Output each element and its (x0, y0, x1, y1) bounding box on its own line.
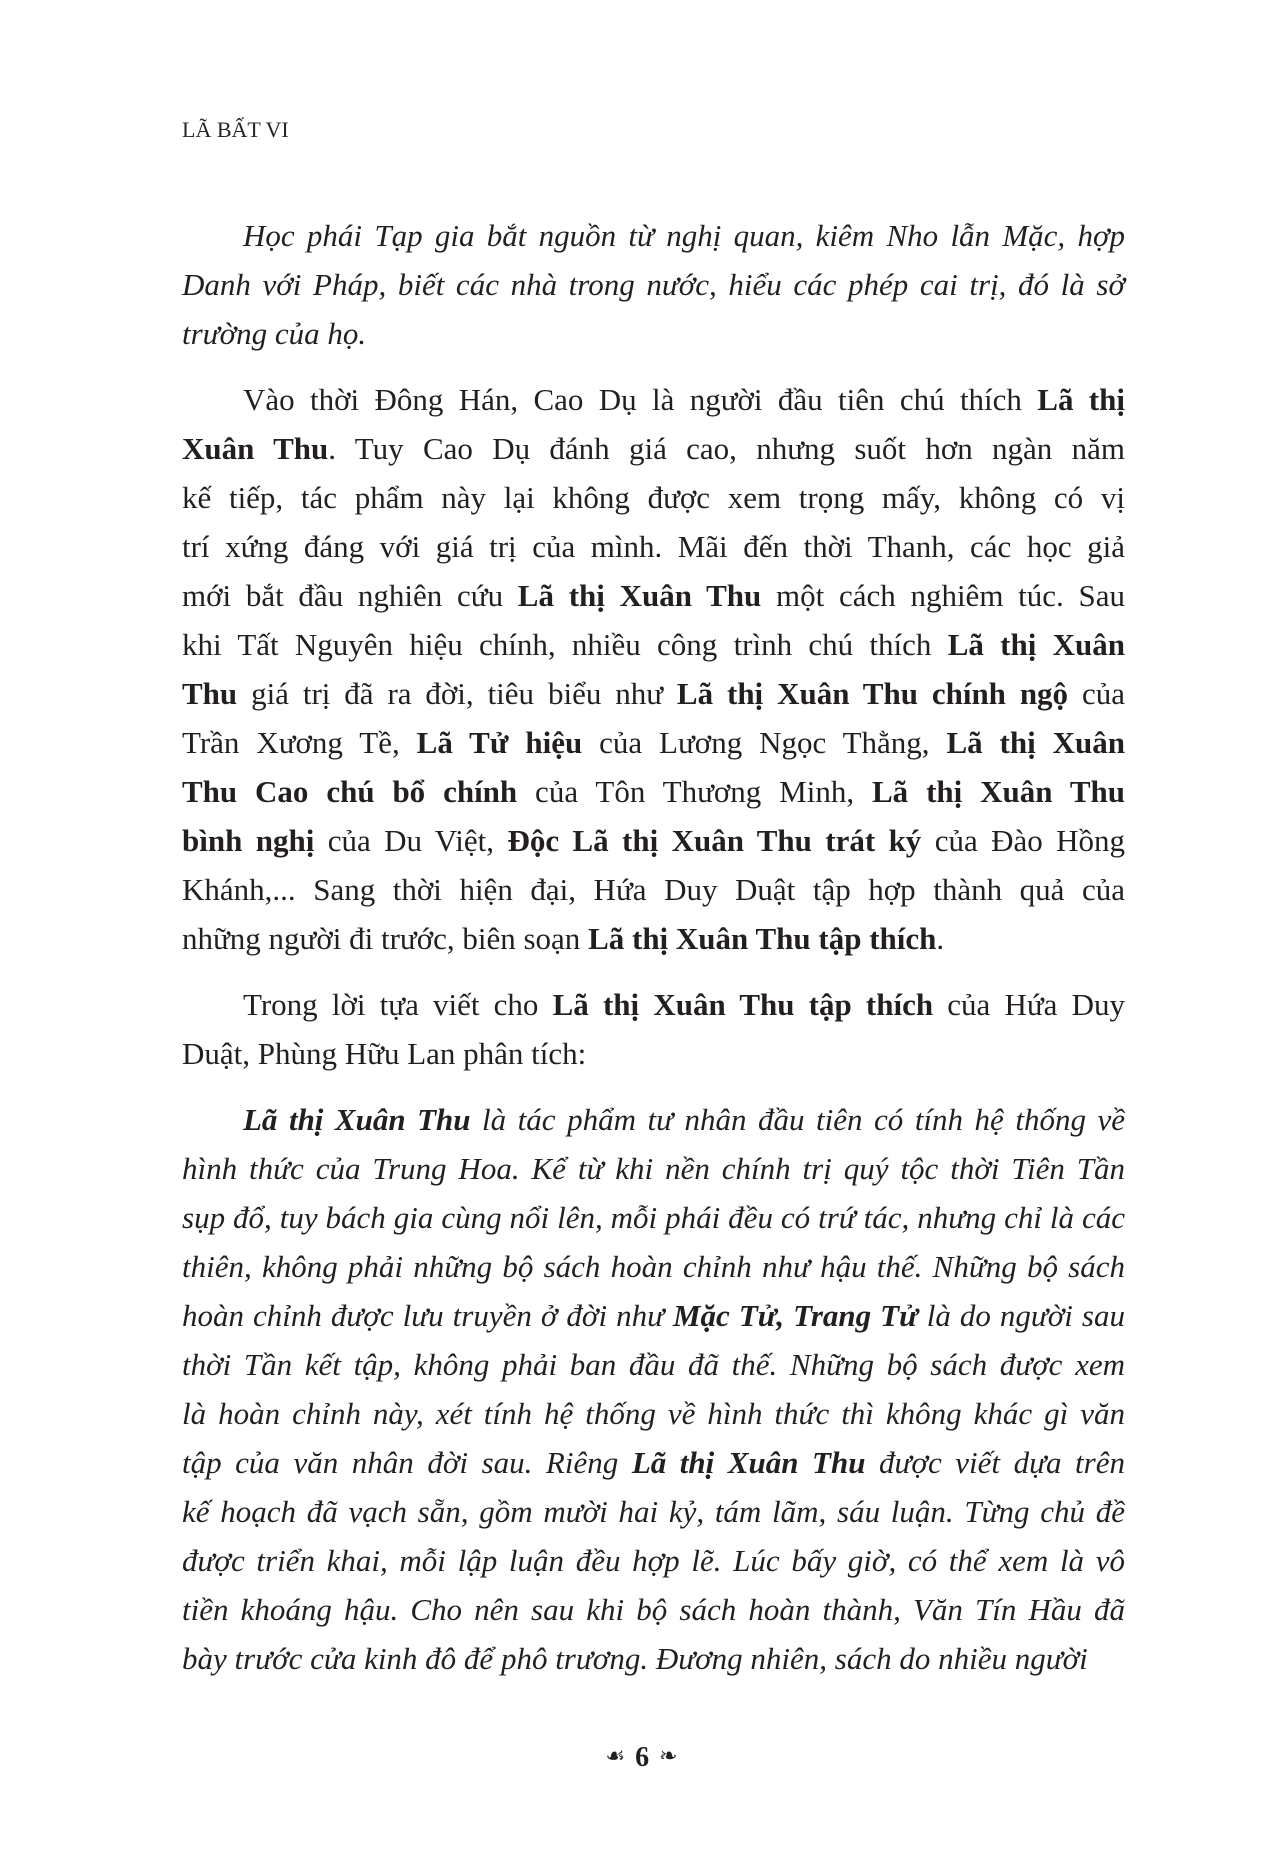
text-run: sụp đổ, tuy bách gia cùng nổi lên, mỗi phái đều có trứ tác, nhưng chỉ là các (182, 1200, 1125, 1235)
text-run: trường của họ. (182, 316, 367, 351)
text-run: Trong lời tựa viết cho (243, 987, 553, 1022)
left-fleuron-icon: ☙ (605, 1743, 626, 1768)
bold-title-text: Lã Tử hiệu (416, 725, 583, 760)
text-run: bày trước cửa kinh đô để phô trương. Đương nhiên, sách do nhiều người (182, 1641, 1088, 1676)
text-line (182, 1095, 1125, 1144)
bold-title-text: Lã thị Xuân Thu (517, 578, 762, 613)
text-line (182, 718, 1125, 767)
bold-title-text: Mặc Tử, Trang Tử (672, 1298, 918, 1333)
text-run: mới bắt đầu nghiên cứu (182, 578, 518, 613)
text-line (182, 980, 1125, 1029)
text-line (182, 620, 1125, 669)
text-run: Vào thời Đông Hán, Cao Dụ là người đầu tiên chú thích (243, 382, 1038, 417)
text-run: là do người sau (917, 1298, 1125, 1333)
text-line (182, 669, 1125, 718)
text-run: Học phái Tạp gia bắt nguồn từ nghị quan, kiêm Nho lẫn Mặc, hợp (243, 218, 1125, 253)
text-run: của Du Việt, (314, 823, 508, 858)
text-run: thời Tần kết tập, không phải ban đầu đã thế. Những bộ sách được xem (182, 1347, 1125, 1382)
text-line (182, 1029, 1125, 1078)
text-run: của Hứa Duy (933, 987, 1125, 1022)
text-run: thiên, không phải những bộ sách hoàn chỉnh như hậu thế. Những bộ sách (182, 1249, 1125, 1284)
text-run: tiền khoáng hậu. Cho nên sau khi bộ sách hoàn thành, Văn Tín Hầu đã (182, 1592, 1125, 1627)
text-run: kế tiếp, tác phẩm này lại không được xem trọng mấy, không có vị (182, 480, 1125, 515)
text-line (182, 1634, 1125, 1683)
text-run: là hoàn chỉnh này, xét tính hệ thống về hình thức thì không khác gì văn (182, 1396, 1125, 1431)
text-run: của Đào Hồng (921, 823, 1125, 858)
bold-title-text: Lã thị Xuân Thu (872, 774, 1125, 809)
text-run: trí xứng đáng với giá trị của mình. Mãi đến thời Thanh, các học giả (182, 529, 1125, 564)
text-line (182, 1487, 1125, 1536)
text-line (182, 1193, 1125, 1242)
bold-title-text: Lã thị (1037, 382, 1125, 417)
text-run: hoàn chỉnh được lưu truyền ở đời như (182, 1298, 673, 1333)
page-number: 6 (635, 1742, 650, 1773)
text-line (182, 375, 1125, 424)
bold-title-text: bình nghị (182, 823, 315, 858)
page-footer (0, 1742, 1283, 1774)
text-run: được viết dựa trên (865, 1445, 1125, 1480)
text-line (182, 1389, 1125, 1438)
text-run: được triển khai, mỗi lập luận đều hợp lẽ. Lúc bấy giờ, có thể xem là vô (182, 1543, 1125, 1578)
quoted-paragraph (182, 1095, 1125, 1683)
text-line (182, 1242, 1125, 1291)
text-line (182, 571, 1125, 620)
text-line (182, 309, 1125, 358)
text-run: hình thức của Trung Hoa. Kể từ khi nền chính trị quý tộc thời Tiên Tần (182, 1151, 1125, 1186)
text-run: khi Tất Nguyên hiệu chính, nhiều công trình chú thích (182, 627, 948, 662)
bold-title-text: Lã thị Xuân Thu tập thích (552, 987, 934, 1022)
bold-title-text: Lã thị Xuân (946, 725, 1125, 760)
bold-title-text: Độc Lã thị Xuân Thu trát ký (507, 823, 922, 858)
text-line (182, 473, 1125, 522)
text-run: là tác phẩm tư nhân đầu tiên có tính hệ thống về (470, 1102, 1125, 1137)
bold-title-text: Xuân Thu (182, 431, 329, 466)
text-run: kế hoạch đã vạch sẵn, gồm mười hai kỷ, tám lãm, sáu luận. Từng chủ đề (182, 1494, 1125, 1529)
text-run: . (936, 921, 945, 956)
text-run: giá trị đã ra đời, tiêu biểu như (237, 676, 677, 711)
bold-title-text: Lã thị Xuân Thu (243, 1102, 471, 1137)
text-line (182, 1438, 1125, 1487)
bold-title-text: Thu Cao chú bổ chính (182, 774, 518, 809)
text-run: một cách nghiêm túc. Sau (761, 578, 1125, 613)
text-line (182, 1340, 1125, 1389)
text-line (182, 1291, 1125, 1340)
text-run: Khánh,... Sang thời hiện đại, Hứa Duy Duật tập hợp thành quả của (182, 872, 1125, 907)
text-line (182, 767, 1125, 816)
text-run: của (1068, 676, 1125, 711)
text-run: của Lương Ngọc Thằng, (582, 725, 947, 760)
text-run: Trần Xương Tề, (182, 725, 417, 760)
text-run: Danh với Pháp, biết các nhà trong nước, hiểu các phép cai trị, đó là sở (182, 267, 1125, 302)
text-line (182, 1144, 1125, 1193)
quoted-paragraph (182, 211, 1125, 358)
right-fleuron-icon: ❧ (659, 1743, 678, 1768)
text-line (182, 424, 1125, 473)
text-line (182, 211, 1125, 260)
text-run: . Tuy Cao Dụ đánh giá cao, nhưng suốt hơn ngàn năm (328, 431, 1125, 466)
text-run: những người đi trước, biên soạn (182, 921, 589, 956)
bold-title-text: Lã thị Xuân Thu (631, 1445, 866, 1480)
text-line (182, 914, 1125, 963)
bold-title-text: Lã thị Xuân (947, 627, 1125, 662)
running-head: LÃ BẤT VI (182, 117, 289, 142)
text-line (182, 1585, 1125, 1634)
bold-title-text: Lã thị Xuân Thu chính ngộ (676, 676, 1069, 711)
bold-title-text: Lã thị Xuân Thu tập thích (588, 921, 937, 956)
body-paragraph (182, 980, 1125, 1078)
text-run: của Tôn Thương Minh, (517, 774, 872, 809)
bold-title-text: Thu (182, 676, 238, 711)
text-run: tập của văn nhân đời sau. Riêng (182, 1445, 632, 1480)
text-line (182, 816, 1125, 865)
page-body (182, 211, 1125, 1700)
text-line (182, 865, 1125, 914)
body-paragraph (182, 375, 1125, 963)
text-run: Duật, Phùng Hữu Lan phân tích: (182, 1036, 587, 1071)
text-line (182, 260, 1125, 309)
text-line (182, 522, 1125, 571)
text-line (182, 1536, 1125, 1585)
